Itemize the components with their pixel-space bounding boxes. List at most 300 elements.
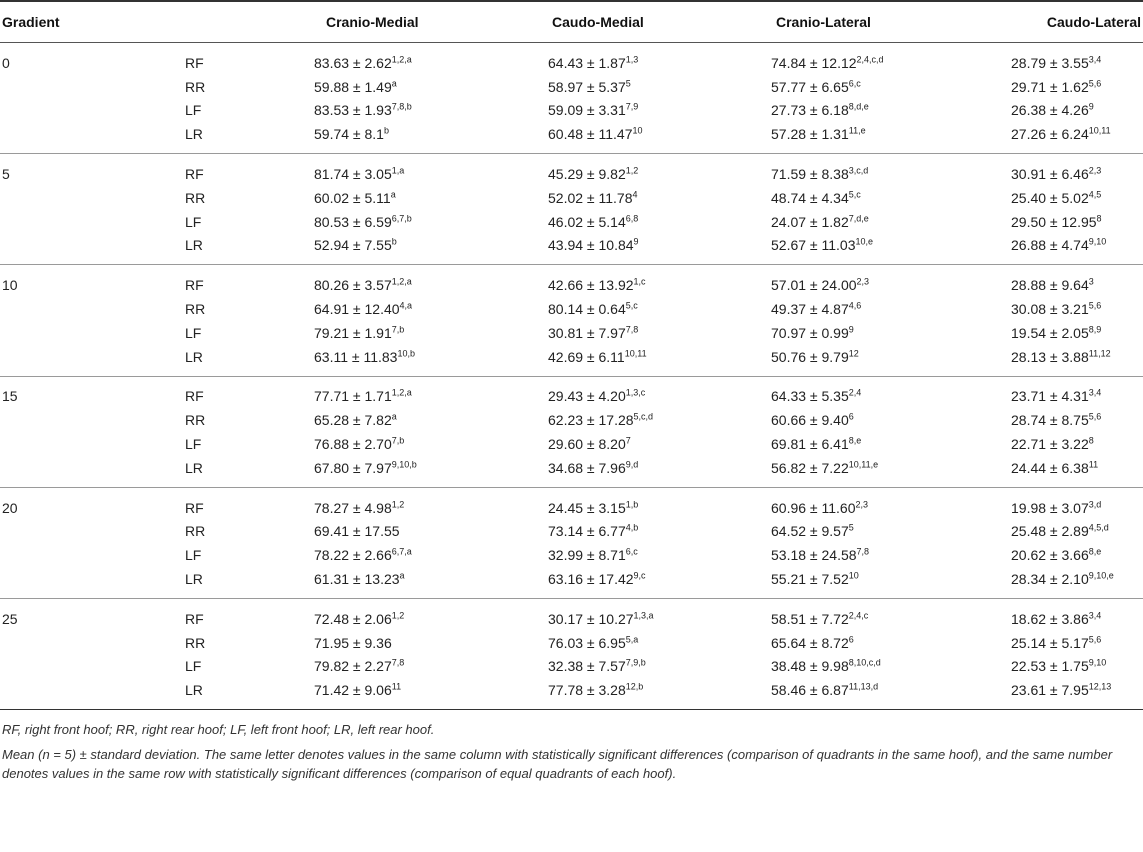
significance-superscript: 10	[632, 125, 643, 136]
value-text: 24.07 ± 1.82	[771, 213, 849, 230]
cranio-lateral-cell	[771, 277, 1011, 293]
value-text: 57.01 ± 24.00	[771, 277, 857, 294]
significance-superscript: b	[391, 236, 397, 247]
value-text: 63.16 ± 17.42	[548, 571, 634, 588]
cranio-lateral-cell	[771, 237, 1011, 253]
value-text: 58.46 ± 6.87	[771, 682, 849, 699]
value-text: 63.11 ± 11.83	[314, 348, 398, 365]
caudo-lateral-cell	[1011, 571, 1143, 587]
table-row	[0, 408, 1143, 432]
significance-superscript: 11,e	[848, 125, 866, 136]
cranio-lateral-cell	[771, 682, 1011, 698]
value-text: 18.62 ± 3.86	[1011, 610, 1089, 627]
value-text: 26.88 ± 4.74	[1011, 237, 1089, 254]
hoof-cell: RR	[185, 301, 206, 318]
table-body	[0, 43, 1143, 710]
caudo-lateral-cell	[1011, 436, 1143, 452]
caudo-medial-cell	[548, 190, 771, 206]
significance-superscript: 9	[633, 236, 639, 247]
value-text: 79.82 ± 2.27	[314, 658, 392, 675]
hoof-cell: LR	[185, 126, 203, 143]
value-text: 28.79 ± 3.55	[1011, 54, 1089, 71]
cranio-lateral-cell	[771, 166, 1011, 182]
footnote-statistics: Mean (n = 5) ± standard deviation. The same letter denotes values in the same column with statistically significant differences (comparison of quadrants in the same hoof), and the same number denotes values in the same row with statistically significant differences (comparison of equal quadrants of each hoof).	[2, 747, 1113, 782]
significance-superscript: b	[383, 125, 389, 136]
significance-superscript: 9,c	[633, 570, 646, 581]
value-text: 64.91 ± 12.40	[314, 301, 400, 318]
value-text: 71.95 ± 9.36	[314, 634, 392, 651]
significance-superscript: 10,e	[855, 236, 874, 247]
value-text: 25.48 ± 2.89	[1011, 523, 1089, 540]
hoof-cell: RF	[185, 166, 204, 183]
value-text: 42.66 ± 13.92	[548, 277, 634, 294]
significance-superscript: 4,5	[1088, 189, 1102, 200]
significance-superscript: 7,d,e	[848, 213, 869, 224]
significance-superscript: 10	[848, 570, 859, 581]
gradient-group	[0, 43, 1143, 154]
table-footnotes	[0, 710, 1143, 783]
caudo-lateral-cell	[1011, 237, 1143, 253]
table-row	[0, 385, 1143, 409]
caudo-medial-cell	[548, 349, 771, 365]
cranio-medial-cell	[314, 500, 548, 516]
value-text: 81.74 ± 3.05	[314, 166, 392, 183]
significance-superscript: 5,6	[1088, 633, 1102, 644]
value-text: 77.78 ± 3.28	[548, 682, 626, 699]
value-text: 22.53 ± 1.75	[1011, 658, 1089, 675]
caudo-medial-cell	[548, 301, 771, 317]
significance-superscript: 5,6	[1088, 411, 1102, 422]
value-text: 29.71 ± 1.62	[1011, 78, 1089, 95]
value-text: 58.97 ± 5.37	[548, 78, 626, 95]
hoof-cell: RF	[185, 610, 204, 627]
value-text: 62.23 ± 17.28	[548, 412, 634, 429]
cranio-medial-cell	[314, 523, 548, 539]
significance-superscript: 9	[848, 324, 854, 335]
significance-superscript: 3	[1088, 276, 1094, 287]
significance-superscript: 12	[848, 348, 859, 358]
value-text: 43.94 ± 10.84	[548, 237, 634, 254]
significance-superscript: 7,8,b	[391, 101, 412, 112]
significance-superscript: 1,b	[625, 498, 639, 509]
value-text: 73.14 ± 6.77	[548, 523, 626, 540]
value-text: 69.41 ± 17.55	[314, 523, 400, 540]
gradient-group	[0, 488, 1143, 599]
significance-superscript: 1,2	[391, 498, 405, 509]
caudo-medial-cell	[548, 166, 771, 182]
significance-superscript: 9,10,e	[1088, 570, 1114, 581]
significance-superscript: 4,6	[848, 300, 862, 311]
value-text: 83.63 ± 2.62	[314, 54, 392, 71]
cranio-lateral-cell	[771, 611, 1011, 627]
value-text: 80.53 ± 6.59	[314, 213, 392, 230]
value-text: 32.38 ± 7.57	[548, 658, 626, 675]
significance-superscript: 6,c	[625, 546, 638, 557]
cranio-lateral-cell	[771, 325, 1011, 341]
significance-superscript: a	[391, 78, 397, 89]
caudo-lateral-cell	[1011, 277, 1143, 293]
value-text: 74.84 ± 12.12	[771, 54, 857, 71]
caudo-lateral-cell	[1011, 523, 1143, 539]
hoof-cell: RR	[185, 634, 206, 651]
hoof-cell: LF	[185, 102, 202, 119]
gradient-group	[0, 377, 1143, 488]
cranio-lateral-cell	[771, 301, 1011, 317]
gradient-cell: 0	[2, 54, 10, 71]
significance-superscript: 5,c	[848, 189, 861, 200]
value-text: 28.74 ± 8.75	[1011, 412, 1089, 429]
caudo-lateral-cell	[1011, 166, 1143, 182]
cranio-lateral-cell	[771, 388, 1011, 404]
significance-superscript: 7,8	[625, 324, 639, 335]
gradient-cell: 10	[2, 277, 18, 294]
cranio-medial-cell	[314, 349, 548, 365]
table-row	[0, 162, 1143, 186]
hoof-cell: RR	[185, 78, 206, 95]
significance-superscript: 8,10,c,d	[848, 657, 881, 668]
significance-superscript: 2,3	[855, 498, 869, 509]
value-text: 30.08 ± 3.21	[1011, 301, 1089, 318]
cranio-lateral-cell	[771, 571, 1011, 587]
value-text: 65.28 ± 7.82	[314, 412, 392, 429]
caudo-medial-cell	[548, 277, 771, 293]
cranio-lateral-cell	[771, 55, 1011, 71]
caudo-medial-cell	[548, 523, 771, 539]
cranio-lateral-cell	[771, 523, 1011, 539]
significance-superscript: 10,11	[1088, 125, 1111, 136]
value-text: 61.31 ± 13.23	[314, 571, 400, 588]
significance-superscript: 7,8	[856, 546, 870, 557]
table-row	[0, 234, 1143, 258]
significance-superscript: 5,a	[625, 633, 639, 644]
significance-superscript: 4,b	[625, 522, 639, 533]
table-row	[0, 543, 1143, 567]
caudo-lateral-cell	[1011, 388, 1143, 404]
cranio-medial-cell	[314, 547, 548, 563]
value-text: 60.48 ± 11.47	[548, 126, 633, 143]
value-text: 22.71 ± 3.22	[1011, 436, 1089, 453]
cranio-medial-cell	[314, 460, 548, 476]
value-text: 24.44 ± 6.38	[1011, 459, 1089, 476]
value-text: 34.68 ± 7.96	[548, 459, 626, 476]
caudo-medial-cell	[548, 214, 771, 230]
gradient-cell: 15	[2, 388, 18, 405]
significance-superscript: 12,b	[625, 681, 644, 692]
cranio-medial-cell	[314, 325, 548, 341]
value-text: 71.59 ± 8.38	[771, 166, 849, 183]
hoof-cell: LF	[185, 213, 202, 230]
significance-superscript: 7	[625, 435, 631, 446]
value-text: 59.74 ± 8.1	[314, 126, 384, 143]
cranio-lateral-cell	[771, 658, 1011, 674]
significance-superscript: 8,d,e	[848, 101, 869, 112]
cranio-lateral-cell	[771, 500, 1011, 516]
hoof-cell: RR	[185, 189, 206, 206]
hoof-cell: LF	[185, 658, 202, 675]
table-row	[0, 432, 1143, 456]
significance-superscript: 4	[632, 189, 638, 200]
caudo-lateral-cell	[1011, 635, 1143, 651]
caudo-medial-cell	[548, 500, 771, 516]
value-text: 58.51 ± 7.72	[771, 610, 849, 627]
significance-superscript: 6,8	[625, 213, 639, 224]
footnote-abbreviations: RF, right front hoof; RR, right rear hoof; LF, left front hoof; LR, left rear hoof.	[2, 722, 435, 738]
significance-superscript: 5	[848, 522, 854, 533]
significance-superscript: 1,2,a	[391, 54, 412, 65]
caudo-medial-cell	[548, 658, 771, 674]
header-caudo-lateral: Caudo-Lateral	[1046, 14, 1141, 30]
value-text: 45.29 ± 9.82	[548, 166, 626, 183]
caudo-medial-cell	[548, 79, 771, 95]
value-text: 38.48 ± 9.98	[771, 658, 849, 675]
caudo-medial-cell	[548, 571, 771, 587]
table-header	[0, 0, 1143, 43]
value-text: 52.02 ± 11.78	[548, 189, 633, 206]
significance-superscript: 8,e	[1088, 546, 1102, 557]
significance-superscript: 9,10	[1088, 236, 1107, 247]
caudo-medial-cell	[548, 682, 771, 698]
table-row	[0, 273, 1143, 297]
significance-superscript: 7,b	[391, 435, 405, 446]
value-text: 46.02 ± 5.14	[548, 213, 626, 230]
value-text: 30.81 ± 7.97	[548, 324, 626, 341]
table-row	[0, 122, 1143, 146]
significance-superscript: 1,3,a	[633, 610, 654, 621]
significance-superscript: 7,9	[625, 101, 639, 112]
value-text: 28.88 ± 9.64	[1011, 277, 1089, 294]
value-text: 19.98 ± 3.07	[1011, 499, 1089, 516]
significance-superscript: 10,11	[624, 348, 647, 358]
value-text: 60.66 ± 9.40	[771, 412, 849, 429]
significance-superscript: 3,4	[1088, 387, 1102, 398]
hoof-cell: LR	[185, 571, 203, 588]
caudo-medial-cell	[548, 611, 771, 627]
hoof-cell: RF	[185, 277, 204, 294]
caudo-medial-cell	[548, 388, 771, 404]
table-row	[0, 297, 1143, 321]
significance-superscript: 3,4	[1088, 610, 1102, 621]
caudo-medial-cell	[548, 55, 771, 71]
significance-superscript: 6	[848, 633, 854, 644]
value-text: 52.94 ± 7.55	[314, 237, 392, 254]
value-text: 30.17 ± 10.27	[548, 610, 634, 627]
value-text: 28.34 ± 2.10	[1011, 571, 1089, 588]
table-row	[0, 345, 1143, 369]
cranio-lateral-cell	[771, 349, 1011, 365]
table-row	[0, 567, 1143, 591]
value-text: 27.73 ± 6.18	[771, 102, 849, 119]
value-text: 71.42 ± 9.06	[314, 682, 392, 699]
value-text: 64.52 ± 9.57	[771, 523, 849, 540]
significance-superscript: 11,13,d	[848, 681, 879, 692]
significance-superscript: 9,10	[1088, 657, 1107, 668]
value-text: 72.48 ± 2.06	[314, 610, 392, 627]
cranio-medial-cell	[314, 436, 548, 452]
caudo-lateral-cell	[1011, 500, 1143, 516]
value-text: 57.77 ± 6.65	[771, 78, 849, 95]
value-text: 59.88 ± 1.49	[314, 78, 392, 95]
table-row	[0, 186, 1143, 210]
caudo-lateral-cell	[1011, 55, 1143, 71]
significance-superscript: 5,6	[1088, 300, 1102, 311]
significance-superscript: 2,3	[1088, 165, 1102, 176]
significance-superscript: 7,9,b	[625, 657, 646, 668]
cranio-medial-cell	[314, 635, 548, 651]
significance-superscript: 1,2,a	[391, 276, 412, 287]
significance-superscript: 2,4,c	[848, 610, 869, 621]
significance-superscript: 2,4	[848, 387, 862, 398]
value-text: 64.33 ± 5.35	[771, 388, 849, 405]
table-row	[0, 99, 1143, 123]
significance-superscript: 6,c	[848, 78, 861, 89]
significance-superscript: 6,7,a	[391, 546, 412, 557]
cranio-lateral-cell	[771, 412, 1011, 428]
value-text: 20.62 ± 3.66	[1011, 547, 1089, 564]
significance-superscript: 6,7,b	[391, 213, 412, 224]
table-row	[0, 607, 1143, 631]
hoof-cell: RF	[185, 499, 204, 516]
significance-superscript: 1,2	[391, 610, 405, 621]
value-text: 60.02 ± 5.11	[314, 189, 391, 206]
hoof-cell: LF	[185, 324, 202, 341]
table-row	[0, 520, 1143, 544]
caudo-medial-cell	[548, 635, 771, 651]
gradient-group	[0, 154, 1143, 265]
value-text: 32.99 ± 8.71	[548, 547, 626, 564]
hoof-cell: LR	[185, 237, 203, 254]
significance-superscript: 1,2,a	[391, 387, 412, 398]
value-text: 64.43 ± 1.87	[548, 54, 626, 71]
cranio-lateral-cell	[771, 190, 1011, 206]
cranio-lateral-cell	[771, 79, 1011, 95]
table-row	[0, 456, 1143, 480]
significance-superscript: 1,c	[633, 276, 646, 287]
hoof-cell: RR	[185, 523, 206, 540]
cranio-medial-cell	[314, 571, 548, 587]
significance-superscript: 8	[1088, 435, 1094, 446]
significance-superscript: a	[390, 189, 396, 200]
table-row	[0, 321, 1143, 345]
caudo-medial-cell	[548, 237, 771, 253]
cranio-lateral-cell	[771, 126, 1011, 142]
table-row	[0, 51, 1143, 75]
value-text: 53.18 ± 24.58	[771, 547, 857, 564]
value-text: 67.80 ± 7.97	[314, 459, 392, 476]
significance-superscript: 3,4	[1088, 54, 1102, 65]
value-text: 60.96 ± 11.60	[771, 499, 856, 516]
cranio-medial-cell	[314, 55, 548, 71]
value-text: 30.91 ± 6.46	[1011, 166, 1089, 183]
table-row	[0, 496, 1143, 520]
value-text: 27.26 ± 6.24	[1011, 126, 1089, 143]
hoof-cell: LR	[185, 682, 203, 699]
gradient-cell: 25	[2, 610, 18, 627]
significance-superscript: 1,a	[391, 165, 405, 176]
cranio-lateral-cell	[771, 547, 1011, 563]
table-row	[0, 678, 1143, 702]
caudo-medial-cell	[548, 412, 771, 428]
table-row	[0, 631, 1143, 655]
caudo-lateral-cell	[1011, 126, 1143, 142]
value-text: 80.26 ± 3.57	[314, 277, 392, 294]
cranio-lateral-cell	[771, 460, 1011, 476]
gradient-group	[0, 599, 1143, 710]
significance-superscript: 2,4,c,d	[856, 54, 884, 65]
header-gradient: Gradient	[2, 14, 60, 30]
significance-superscript: 2,3	[856, 276, 870, 287]
caudo-lateral-cell	[1011, 547, 1143, 563]
cranio-lateral-cell	[771, 214, 1011, 230]
hoof-cell: LR	[185, 348, 203, 365]
value-text: 25.14 ± 5.17	[1011, 634, 1089, 651]
caudo-lateral-cell	[1011, 412, 1143, 428]
header-caudo-medial: Caudo-Medial	[552, 14, 644, 30]
value-text: 59.09 ± 3.31	[548, 102, 626, 119]
value-text: 78.27 ± 4.98	[314, 499, 392, 516]
caudo-lateral-cell	[1011, 301, 1143, 317]
value-text: 78.22 ± 2.66	[314, 547, 392, 564]
caudo-lateral-cell	[1011, 214, 1143, 230]
value-text: 29.43 ± 4.20	[548, 388, 626, 405]
value-text: 69.81 ± 6.41	[771, 436, 849, 453]
cranio-medial-cell	[314, 388, 548, 404]
significance-superscript: 9	[1088, 101, 1094, 112]
significance-superscript: 11	[391, 681, 402, 692]
cranio-medial-cell	[314, 611, 548, 627]
significance-superscript: a	[391, 411, 397, 422]
value-text: 76.88 ± 2.70	[314, 436, 392, 453]
hoof-cell: RF	[185, 54, 204, 71]
cranio-medial-cell	[314, 301, 548, 317]
value-text: 80.14 ± 0.64	[548, 301, 626, 318]
significance-superscript: 8,e	[848, 435, 862, 446]
significance-superscript: 8,9	[1088, 324, 1102, 335]
hoof-cell: LR	[185, 459, 203, 476]
significance-superscript: 7,8	[391, 657, 405, 668]
significance-superscript: 10,b	[397, 348, 415, 358]
significance-superscript: 6	[848, 411, 854, 422]
value-text: 48.74 ± 4.34	[771, 189, 849, 206]
value-text: 79.21 ± 1.91	[314, 324, 392, 341]
value-text: 65.64 ± 8.72	[771, 634, 849, 651]
significance-superscript: 5,6	[1088, 78, 1102, 89]
significance-superscript: 9,10,b	[391, 459, 417, 470]
significance-superscript: 9,d	[625, 459, 639, 470]
value-text: 26.38 ± 4.26	[1011, 102, 1089, 119]
significance-superscript: 11	[1088, 459, 1099, 470]
caudo-medial-cell	[548, 325, 771, 341]
significance-superscript: 10,11,e	[848, 459, 879, 470]
value-text: 23.61 ± 7.95	[1011, 682, 1089, 699]
value-text: 56.82 ± 7.22	[771, 459, 849, 476]
value-text: 19.54 ± 2.05	[1011, 324, 1089, 341]
value-text: 23.71 ± 4.31	[1011, 388, 1089, 405]
caudo-medial-cell	[548, 460, 771, 476]
cranio-medial-cell	[314, 412, 548, 428]
value-text: 28.13 ± 3.88	[1011, 348, 1089, 365]
significance-superscript: 5,c,d	[633, 411, 654, 422]
cranio-medial-cell	[314, 682, 548, 698]
significance-superscript: a	[399, 570, 405, 581]
cranio-medial-cell	[314, 214, 548, 230]
caudo-lateral-cell	[1011, 658, 1143, 674]
cranio-medial-cell	[314, 190, 548, 206]
hoof-cell: RF	[185, 388, 204, 405]
table-row	[0, 75, 1143, 99]
caudo-medial-cell	[548, 547, 771, 563]
cranio-medial-cell	[314, 102, 548, 118]
hoof-cell: LF	[185, 436, 202, 453]
